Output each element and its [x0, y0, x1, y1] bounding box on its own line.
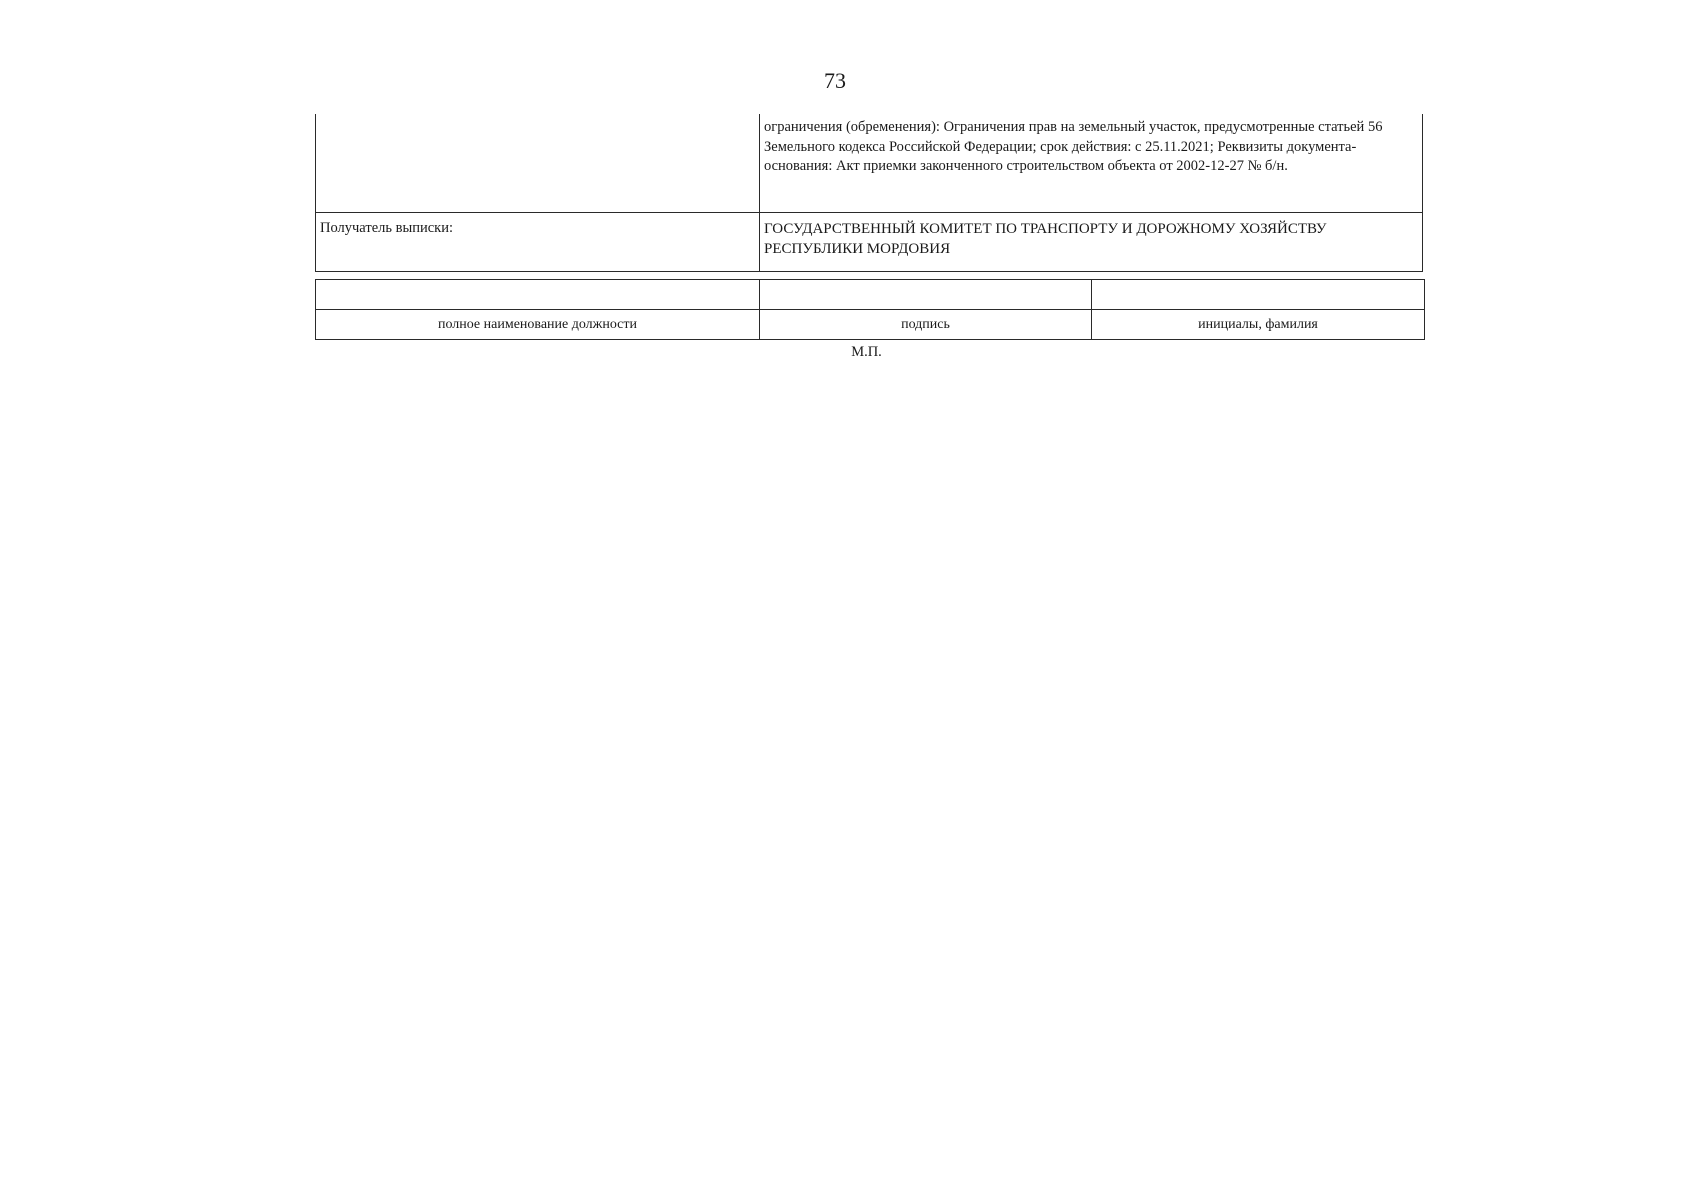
name-blank-cell [1092, 280, 1425, 310]
empty-label-cell [316, 114, 760, 213]
recipient-value: ГОСУДАРСТВЕННЫЙ КОМИТЕТ ПО ТРАНСПОРТУ И ДОРОЖНОМУ ХОЗЯЙСТВУ РЕСПУБЛИКИ МОРДОВИЯ [760, 213, 1423, 272]
signature-table [315, 279, 1425, 340]
recipient-label: Получатель выписки: [316, 213, 760, 272]
signature-caption-row [316, 310, 1425, 340]
extract-info-table [315, 114, 1423, 272]
position-caption: полное наименование должности [316, 310, 760, 340]
encumbrance-continuation-row [316, 114, 1423, 213]
encumbrance-details: ограничения (обременения): Ограничения прав на земельный участок, предусмотренные статьей 56 Земельного кодекса Российской Федерации; срок действия: с 25.11.2021; Реквизиты документа-основания: Акт приемки законченного строительством объекта от 2002-12-27 № б/н. [760, 114, 1423, 213]
page-number: 73 [824, 68, 846, 93]
position-blank-cell [316, 280, 760, 310]
stamp-placeholder: М.П. [851, 344, 882, 360]
signature-caption: подпись [760, 310, 1092, 340]
signature-blank-cell [760, 280, 1092, 310]
recipient-row [316, 213, 1423, 272]
signature-blank-row [316, 280, 1425, 310]
name-caption: инициалы, фамилия [1092, 310, 1425, 340]
